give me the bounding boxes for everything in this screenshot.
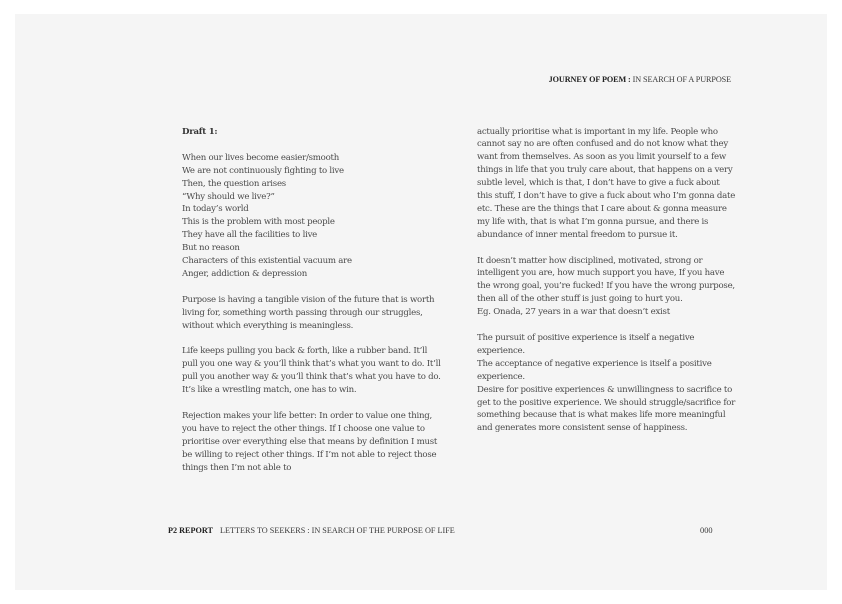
paragraph-rejection: Rejection makes your life better: In order to value one thing, you have to reject the other things. If I choose one value to prioritise over everything else that means by definition I must be willing to reject other things. If I’m not able to reject those things then I’m not able to bbox=[182, 410, 438, 473]
poem-line: We are not continuously fighting to live bbox=[182, 165, 344, 176]
right-column bbox=[477, 126, 737, 449]
poem-line: Characters of this existential vacuum are bbox=[182, 256, 352, 267]
header-title-rest: IN SEARCH OF A PURPOSE bbox=[630, 75, 731, 84]
poem-line: “Why should we live?” bbox=[182, 191, 275, 202]
poem bbox=[182, 152, 442, 281]
paragraph-acceptance: The acceptance of negative experience is itself a positive experience. bbox=[477, 358, 712, 382]
footer-report-title: LETTERS TO SEEKERS : IN SEARCH OF THE PURPOSE OF LIFE bbox=[220, 526, 455, 535]
paragraph-rubber-band: Life keeps pulling you back & forth, like a rubber band. It’ll pull you one way & you’ll think that’s what you want to do. It’ll pull you another way & you’ll think that’s what you have to do. It’s like a wrestling match, one has to win. bbox=[182, 346, 441, 396]
paragraph-example: Eg. Onada, 27 years in a war that doesn’t exist bbox=[477, 307, 670, 318]
page-number: 000 bbox=[700, 526, 713, 535]
paragraph-desire: Desire for positive experiences & unwillingness to sacrifice to get to the positive experience. We should struggle/sacrifice for something because that is what makes life more meaningful and generates more consistent sense of happiness. bbox=[477, 384, 736, 434]
paragraph-wrong-goal: It doesn’t matter how disciplined, motivated, strong or intelligent you are, how much support you have, If you have the wrong goal, you’re fucked! If you have the wrong purpose, then all of the other stuff is just going to hurt you. bbox=[477, 255, 735, 305]
page-header bbox=[549, 75, 731, 84]
header-title-bold: JOURNEY OF POEM : bbox=[548, 75, 631, 84]
paragraph-pursuit: The pursuit of positive experience is itself a negative experience. bbox=[477, 332, 695, 356]
poem-line: Then, the question arises bbox=[182, 178, 286, 189]
page-footer bbox=[168, 526, 455, 535]
poem-line: When our lives become easier/smooth bbox=[182, 152, 339, 163]
draft-title: Draft 1: bbox=[182, 127, 218, 137]
poem-line: But no reason bbox=[182, 243, 240, 254]
poem-line: Anger, addiction & depression bbox=[182, 268, 307, 279]
paragraph-purpose: Purpose is having a tangible vision of the future that is worth living for, something worth passing through our struggles, without which everything is meaningless. bbox=[182, 294, 435, 331]
footer-report-label: P2 REPORT bbox=[168, 526, 213, 535]
left-column bbox=[182, 126, 442, 487]
poem-line: In today’s world bbox=[182, 204, 249, 215]
paragraph-prioritise: actually prioritise what is important in my life. People who cannot say no are often confused and do not know what they want from themselves. As soon as you limit yourself to a few things in life that you truly care about, that happens on a very subtle level, which is that, I don’t have to give a fuck about this stuff, I don’t have to give a fuck about who I’m gonna date etc. These are the things that I care about & gonna measure my life with, that is what I’m gonna pursue, and there is abundance of inner mental freedom to pursue it. bbox=[477, 126, 736, 240]
poem-line: This is the problem with most people bbox=[182, 217, 335, 228]
poem-line: They have all the facilities to live bbox=[182, 230, 318, 241]
